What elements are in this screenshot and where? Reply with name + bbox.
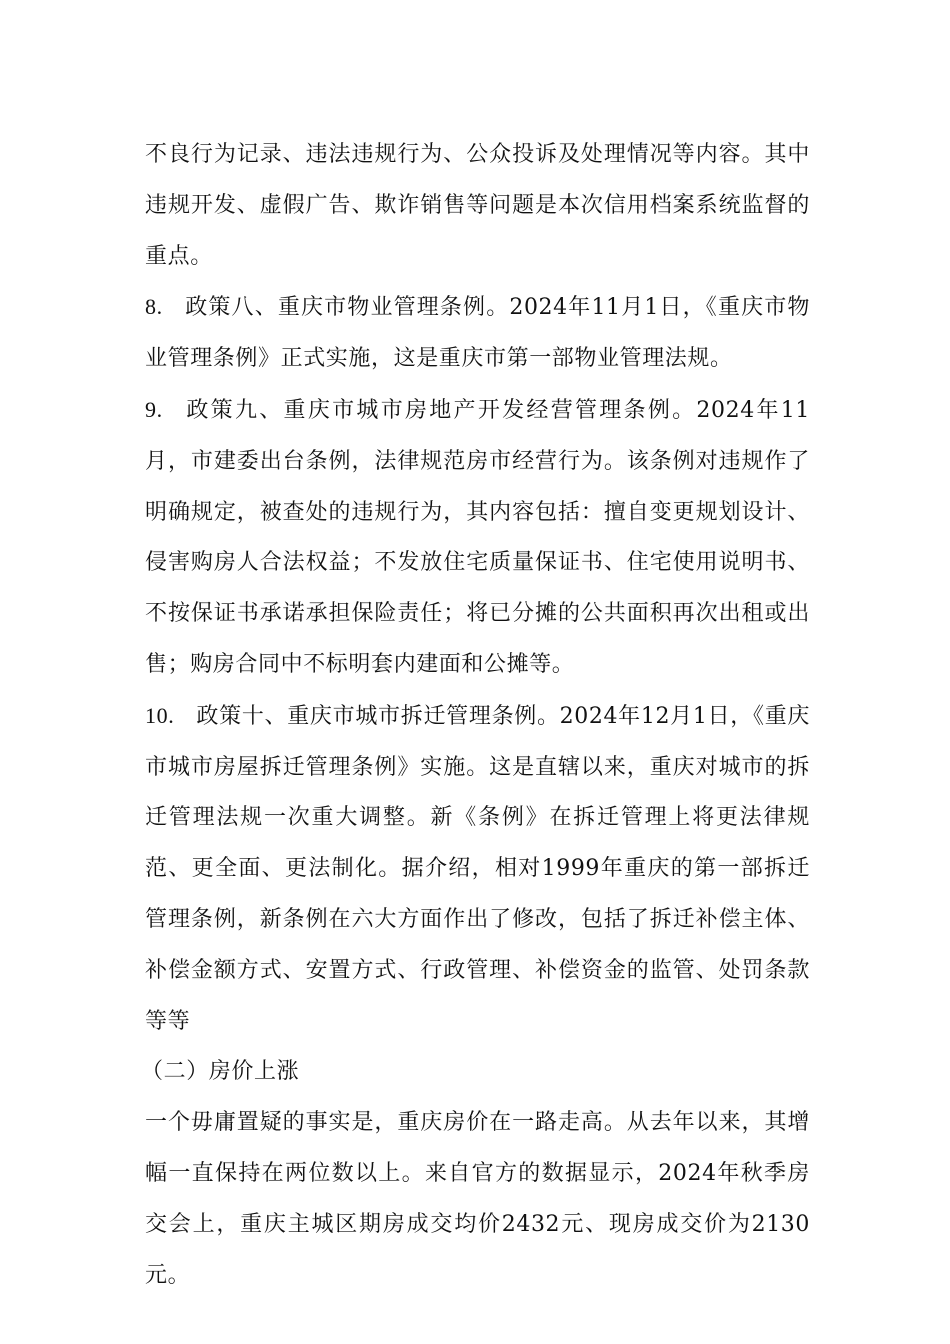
paragraph-policy-8 (145, 282, 810, 385)
list-number: 9. (145, 396, 163, 422)
paragraph-housing-price (145, 1098, 810, 1301)
section-heading: （二）房价上涨 (141, 1059, 300, 1085)
document-body (141, 130, 810, 1301)
paragraph-credit-archive (145, 130, 810, 282)
paragraph-policy-10 (145, 691, 810, 1048)
list-number: 8. (145, 294, 163, 320)
paragraph-policy-9 (145, 385, 810, 691)
paragraph-text: 政策九、重庆市城市房地产开发经营管理条例。2024年11月，市建委出台条例，法律规范房市经营行为。该条例对违规作了明确规定，被查处的违规行为，其内容包括：擅自变更规划设计、侵害购房人合法权益；不发放住宅质量保证书、住宅使用说明书、不按保证书承诺承担保险责任；将已分摊的公共面积再次出租或出售；购房合同中不标明套内建面和公摊等。 (145, 397, 810, 677)
paragraph-text: 政策十、重庆市城市拆迁管理条例。2024年12月1日，《重庆市城市房屋拆迁管理条例》实施。这是直辖以来，重庆对城市的拆迁管理法规一次重大调整。新《条例》在拆迁管理上将更法律规范、更全面、更法制化。据介绍，相对1999年重庆的第一部拆迁管理条例，新条例在六大方面作出了修改，包括了拆迁补偿主体、补偿金额方式、安置方式、行政管理、补偿资金的监管、处罚条款等等 (145, 703, 810, 1034)
paragraph-text: 不良行为记录、违法违规行为、公众投诉及处理情况等内容。其中违规开发、虚假广告、欺诈销售等问题是本次信用档案系统监督的重点。 (145, 142, 810, 269)
paragraph-text: 一个毋庸置疑的事实是，重庆房价在一路走高。从去年以来，其增幅一直保持在两位数以上。来自官方的数据显示，2024年秋季房交会上，重庆主城区期房成交均价2432元、现房成交价为2130元。 (145, 1110, 810, 1288)
paragraph-text: 政策八、重庆市物业管理条例。2024年11月1日，《重庆市物业管理条例》正式实施，这是重庆市第一部物业管理法规。 (145, 295, 810, 372)
list-number: 10. (145, 702, 175, 728)
